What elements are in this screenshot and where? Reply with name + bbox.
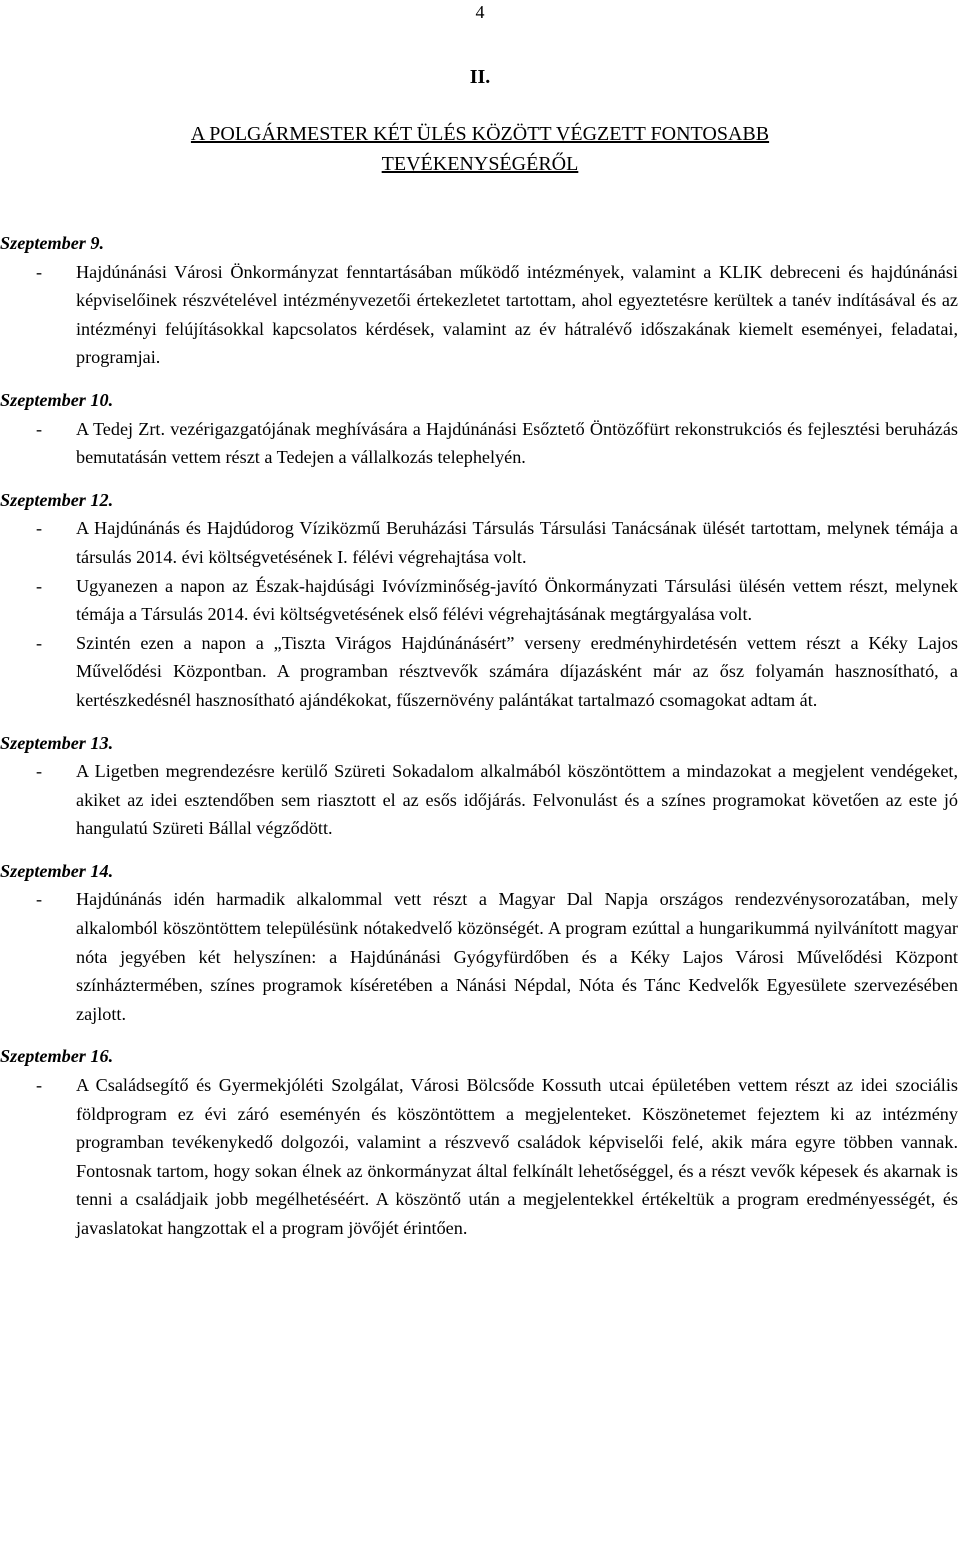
activity-list xyxy=(0,415,958,472)
date-section xyxy=(0,229,958,372)
activity-list xyxy=(0,757,958,843)
report-body xyxy=(0,229,958,1257)
list-dash: - xyxy=(36,632,43,653)
chapter-number: II. xyxy=(469,66,491,88)
date-heading: Szeptember 16. xyxy=(0,1046,114,1067)
list-dash: - xyxy=(36,1075,43,1096)
activity-list xyxy=(0,885,958,1028)
date-heading: Szeptember 14. xyxy=(0,860,114,881)
list-dash: - xyxy=(36,575,43,596)
date-section xyxy=(0,1042,958,1242)
date-heading: Szeptember 13. xyxy=(0,732,114,753)
title-line-2: TEVÉKENYSÉGÉRŐL xyxy=(381,153,579,175)
date-heading: Szeptember 10. xyxy=(0,389,114,410)
activity-text: Ugyanezen a napon az Észak-hajdúsági Ivóvízminőség-javító Önkormányzati Társulási ülésén vettem részt, melynek témája a Társulás 2014. évi költségvetésének első félévi végrehajtásának megtárgyalása volt. xyxy=(76,575,958,625)
list-dash: - xyxy=(36,761,43,782)
date-heading: Szeptember 9. xyxy=(0,233,105,253)
date-section xyxy=(0,729,958,843)
activity-item xyxy=(0,514,958,571)
title-line-1: A POLGÁRMESTER KÉT ÜLÉS KÖZÖTT VÉGZETT FONTOSABB xyxy=(190,123,770,145)
activity-text: A Családsegítő és Gyermekjóléti Szolgálat, Városi Bölcsőde Kossuth utcai épületében vettem részt az idei szociális földprogram ez évi záró eseményén és köszöntöttem a megjelenteket. Köszönetemet fejeztem ki az intézmény programban tevékenykedő dolgozói, valamint a részvevő családok képviselői felé, akik mára egyre többen vannak. Fontosnak tartom, hogy sokan élnek az önkormányzat által felkínált lehetőséggel, és a részt vevők képesek és akarnak is tenni a családjaik jobb megélhetéséért. A köszöntő után a megjelentekkel értékeltük a program eredményességét, és javaslatokat hangzottak el a program jövőjét érintően. xyxy=(76,1075,958,1238)
activity-text: Hajdúnánás idén harmadik alkalommal vett részt a Magyar Dal Napja országos rendezvénysorozatában, mely alkalomból köszöntöttem településünk nótakedvelő közönségét. A program ezúttal a hungarikummá nyilvánított magyar nóta jegyében két helyszínen: a Hajdúnánási Gyógyfürdőben és a Kéky Lajos Városi Művelődési Központ színháztermében, színes programok kíséretében a Nánási Népdal, Nóta és Tánc Kedvelők Egyesülete szervezésében zajlott. xyxy=(76,889,958,1024)
date-section xyxy=(0,386,958,472)
activity-text: Hajdúnánási Városi Önkormányzat fenntartásában működő intézmények, valamint a KLIK debreceni és hajdúnánási képviselőinek részvételével intézményvezetői értekezletet tartottam, ahol egyeztetésre kerültek a tanév indításával és az intézményi felújításokkal kapcsolatos kérdések, valamint az év hátralévő időszakának kiemelt eseményei, feladatai, programjai. xyxy=(76,261,958,368)
activity-item xyxy=(0,629,958,715)
activity-text: A Hajdúnánás és Hajdúdorog Víziközmű Beruházási Társulás Társulási Tanácsának ülését tartottam, melynek témája a társulás 2014. évi költségvetésének I. félévi végrehajtása volt. xyxy=(76,518,958,567)
activity-text: Szintén ezen a napon a „Tiszta Virágos Hajdúnánásért” verseny eredményhirdetésén vettem részt a Kéky Lajos Művelődési Központban. A programban résztvevők számára díjazásként már az ősz folyamán hasznosítható, a kertészkedésnél hasznosítható ajándékokat, fűszernövény palántákat tartalmazó csomagokat adtam át. xyxy=(76,632,958,710)
activity-item xyxy=(0,572,958,629)
date-section xyxy=(0,857,958,1029)
activity-text: A Tedej Zrt. vezérigazgatójának meghívására a Hajdúnánási Esőztető Öntözőfürt rekonstrukciós és fejlesztési beruházás bemutatásán vettem részt a Tedejen a vállalkozás telephelyén. xyxy=(76,418,958,468)
activity-item xyxy=(0,415,958,472)
activity-item xyxy=(0,757,958,843)
activity-text: A Ligetben megrendezésre kerülő Szüreti Sokadalom alkalmából köszöntöttem a mindazokat a megjelent vendégeket, akiket az idei esztendőben sem riasztott el az esős időjárás. Felvonulást és a színes programokat követően az este jó hangulatú Szüreti Bállal végződött. xyxy=(76,761,958,839)
page-number: 4 xyxy=(475,2,485,22)
date-section xyxy=(0,486,958,715)
list-dash: - xyxy=(36,418,43,439)
list-dash: - xyxy=(36,261,43,282)
activity-list xyxy=(0,258,958,372)
activity-list xyxy=(0,1071,958,1243)
activity-item xyxy=(0,258,958,372)
activity-item xyxy=(0,1071,958,1243)
activity-item xyxy=(0,885,958,1028)
list-dash: - xyxy=(36,889,43,910)
date-heading: Szeptember 12. xyxy=(0,489,114,510)
page-title xyxy=(0,119,960,179)
list-dash: - xyxy=(36,518,43,539)
activity-list xyxy=(0,514,958,714)
